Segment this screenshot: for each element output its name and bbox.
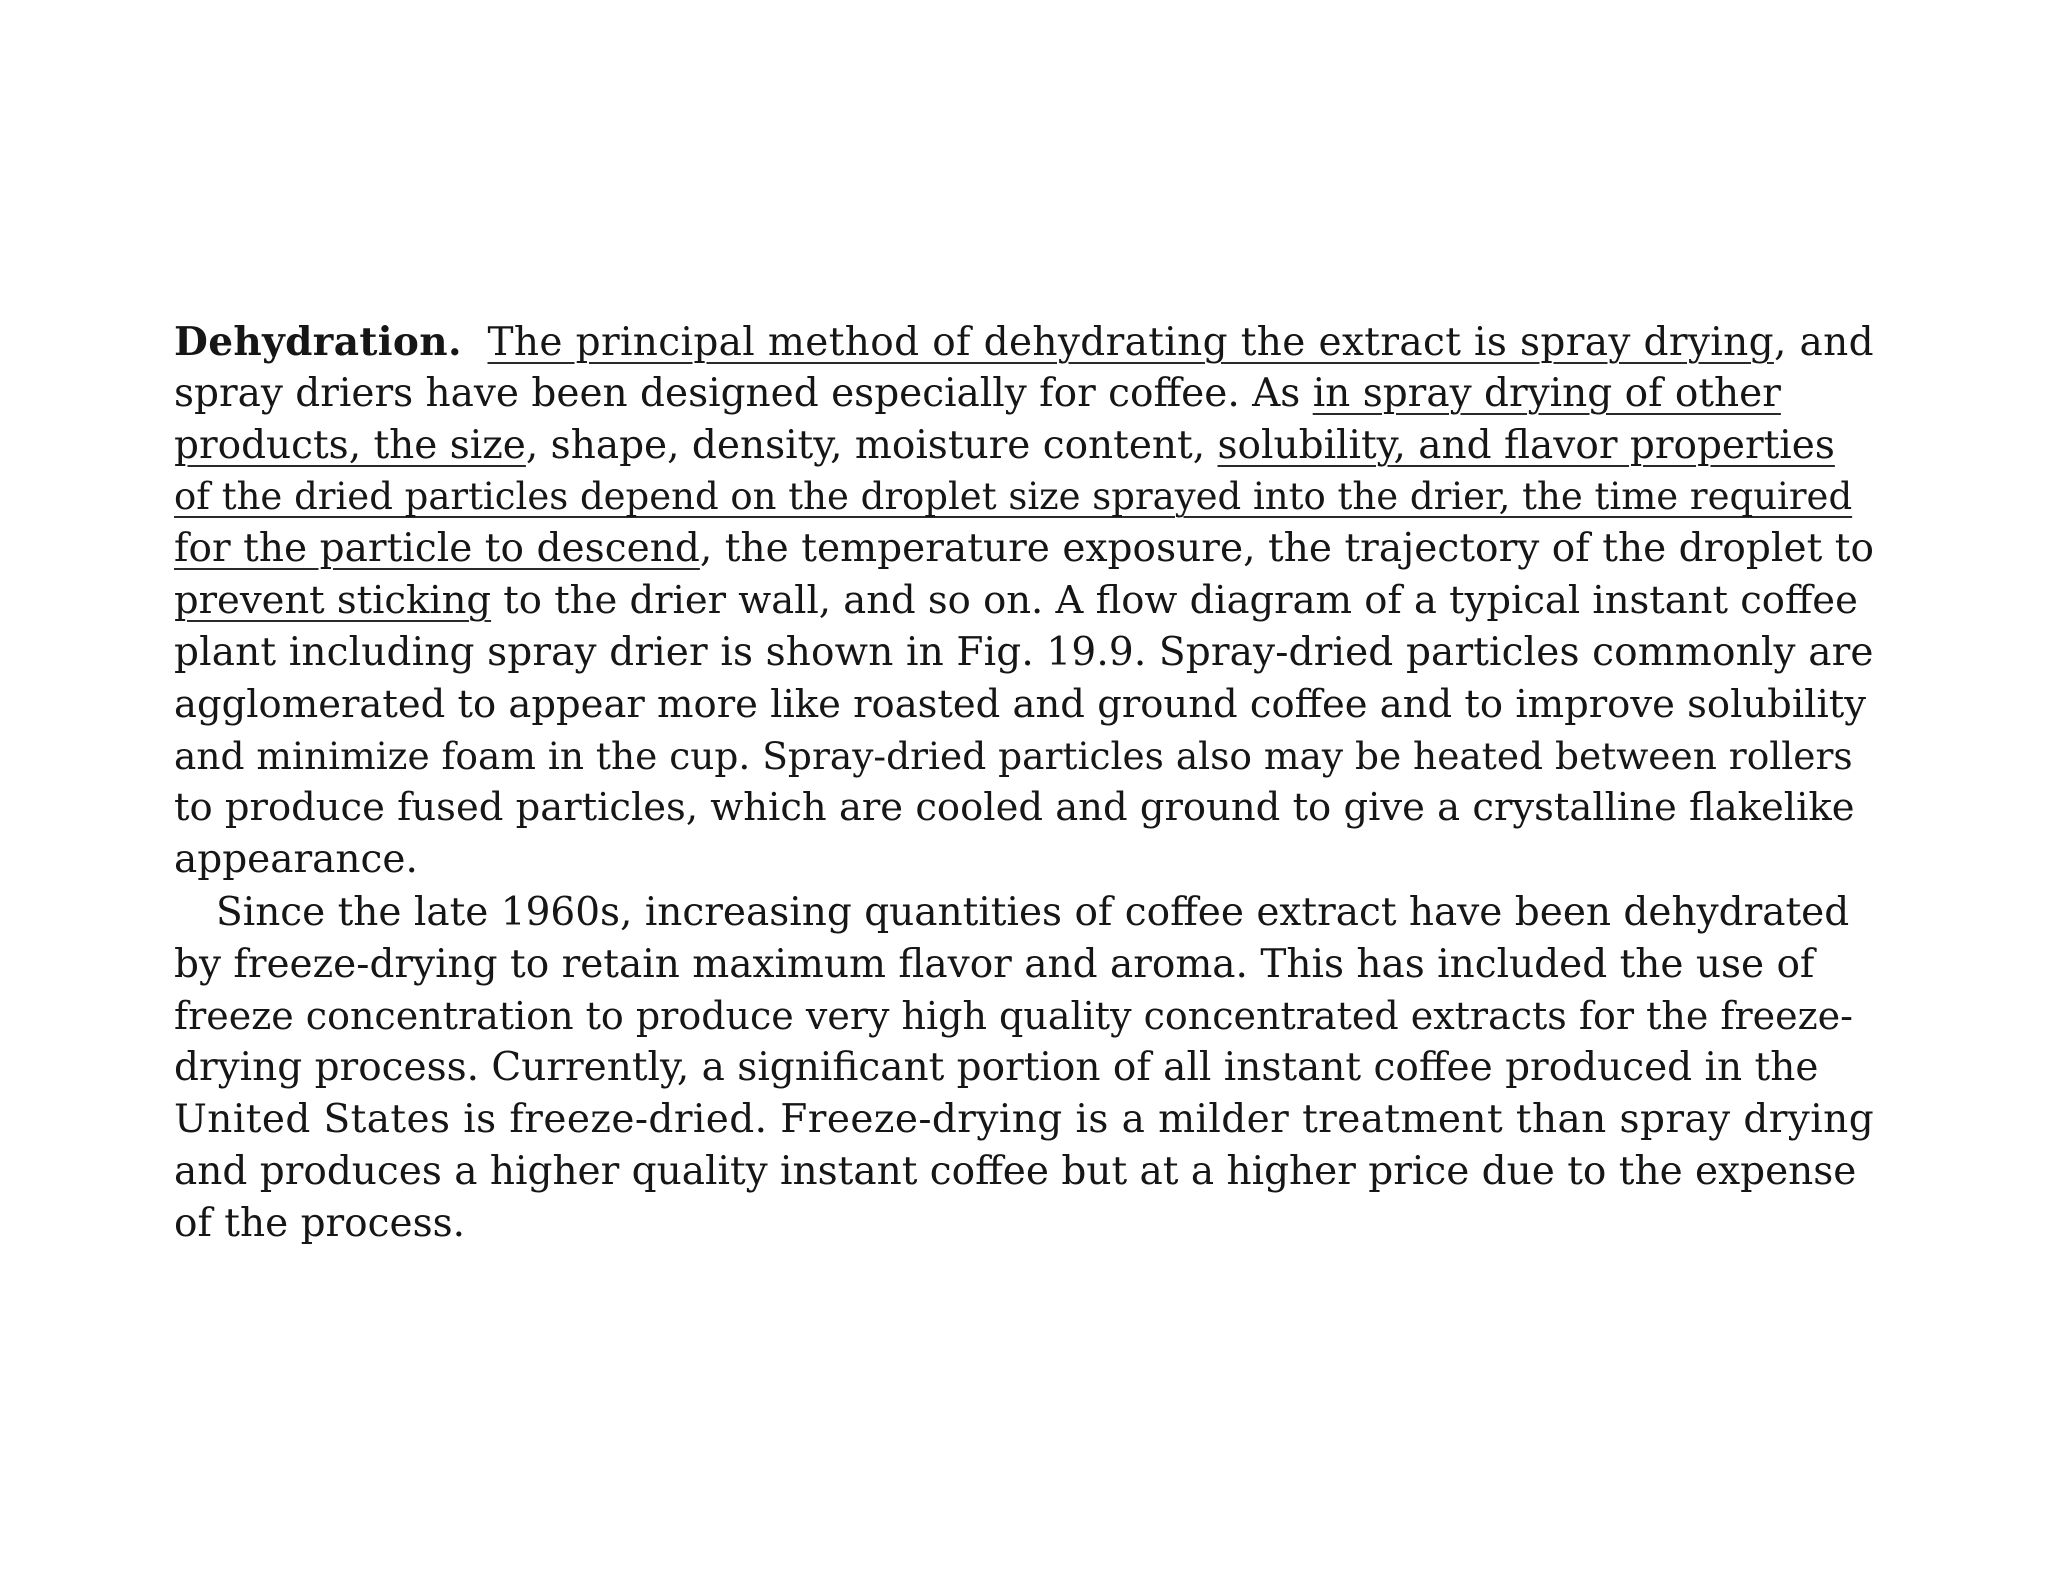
text-line: [174, 1200, 465, 1248]
section-heading: Dehydration.: [174, 319, 462, 365]
underlined-text: prevent sticking: [174, 578, 492, 623]
underlined-text: The principal method of dehydrating the extract is spray drying: [487, 320, 1774, 365]
text-line: [174, 525, 1874, 573]
text-run: to produce fused particles, which are cooled and ground to give a crystalline flakelike: [174, 785, 1855, 831]
text-run: , and: [1773, 320, 1874, 365]
text-run: United States is freeze-dried. Freeze-drying is a milder treatment than spray drying: [174, 1097, 1875, 1142]
text-run: appearance.: [174, 837, 418, 882]
text-line: [174, 1148, 1856, 1196]
text-line: [174, 992, 1853, 1040]
text-line: [216, 889, 1849, 937]
text-run: , shape, density, moisture content,: [525, 422, 1218, 468]
underlined-text: products, the size: [174, 422, 526, 468]
text-run: spray driers have been designed especially for coffee. As: [174, 370, 1313, 416]
text-run: freeze concentration to produce very high quality concentrated extracts for the freeze-: [174, 994, 1853, 1039]
text-line: [174, 370, 1781, 418]
text-run: of the process.: [174, 1200, 466, 1246]
underlined-text: for the particle to descend: [174, 526, 700, 572]
text-line: [174, 784, 1855, 832]
text-line: [174, 681, 1866, 729]
text-run: to the drier wall, and so on. A flow diagram of a typical instant coffee: [491, 578, 1858, 623]
text-run: plant including spray drier is shown in Fig. 19.9. Spray-dried particles commonly are: [174, 629, 1874, 675]
text-line: [174, 941, 1814, 989]
text-run: and minimize foam in the cup. Spray-dried particles also may be heated between rollers: [174, 734, 1853, 779]
text-run: [462, 320, 488, 365]
text-line: [174, 318, 1874, 366]
text-run: by freeze-drying to retain maximum flavor and aroma. This has included the use of: [174, 941, 1815, 987]
text-line: [174, 836, 418, 884]
text-run: drying process. Currently, a significant portion of all instant coffee produced in the: [174, 1045, 1819, 1091]
text-line: [174, 629, 1874, 677]
text-line: [174, 473, 1852, 521]
text-run: Since the late 1960s, increasing quantities of coffee extract have been dehydrated: [216, 889, 1850, 935]
underlined-text: solubility, and flavor properties: [1217, 422, 1835, 468]
underlined-text: of the dried particles depend on the droplet size sprayed into the drier, the time required: [174, 475, 1853, 519]
text-line: [174, 422, 1835, 470]
text-run: agglomerated to appear more like roasted and ground coffee and to improve solubility: [174, 681, 1866, 727]
text-line: [174, 1044, 1818, 1092]
underlined-text: in spray drying of other: [1312, 370, 1781, 416]
text-run: , the temperature exposure, the trajectory of the droplet to: [699, 526, 1874, 572]
text-run: and produces a higher quality instant coffee but at a higher price due to the expense: [174, 1148, 1857, 1194]
text-line: [174, 732, 1853, 780]
text-line: [174, 1096, 1874, 1144]
text-line: [174, 577, 1858, 625]
